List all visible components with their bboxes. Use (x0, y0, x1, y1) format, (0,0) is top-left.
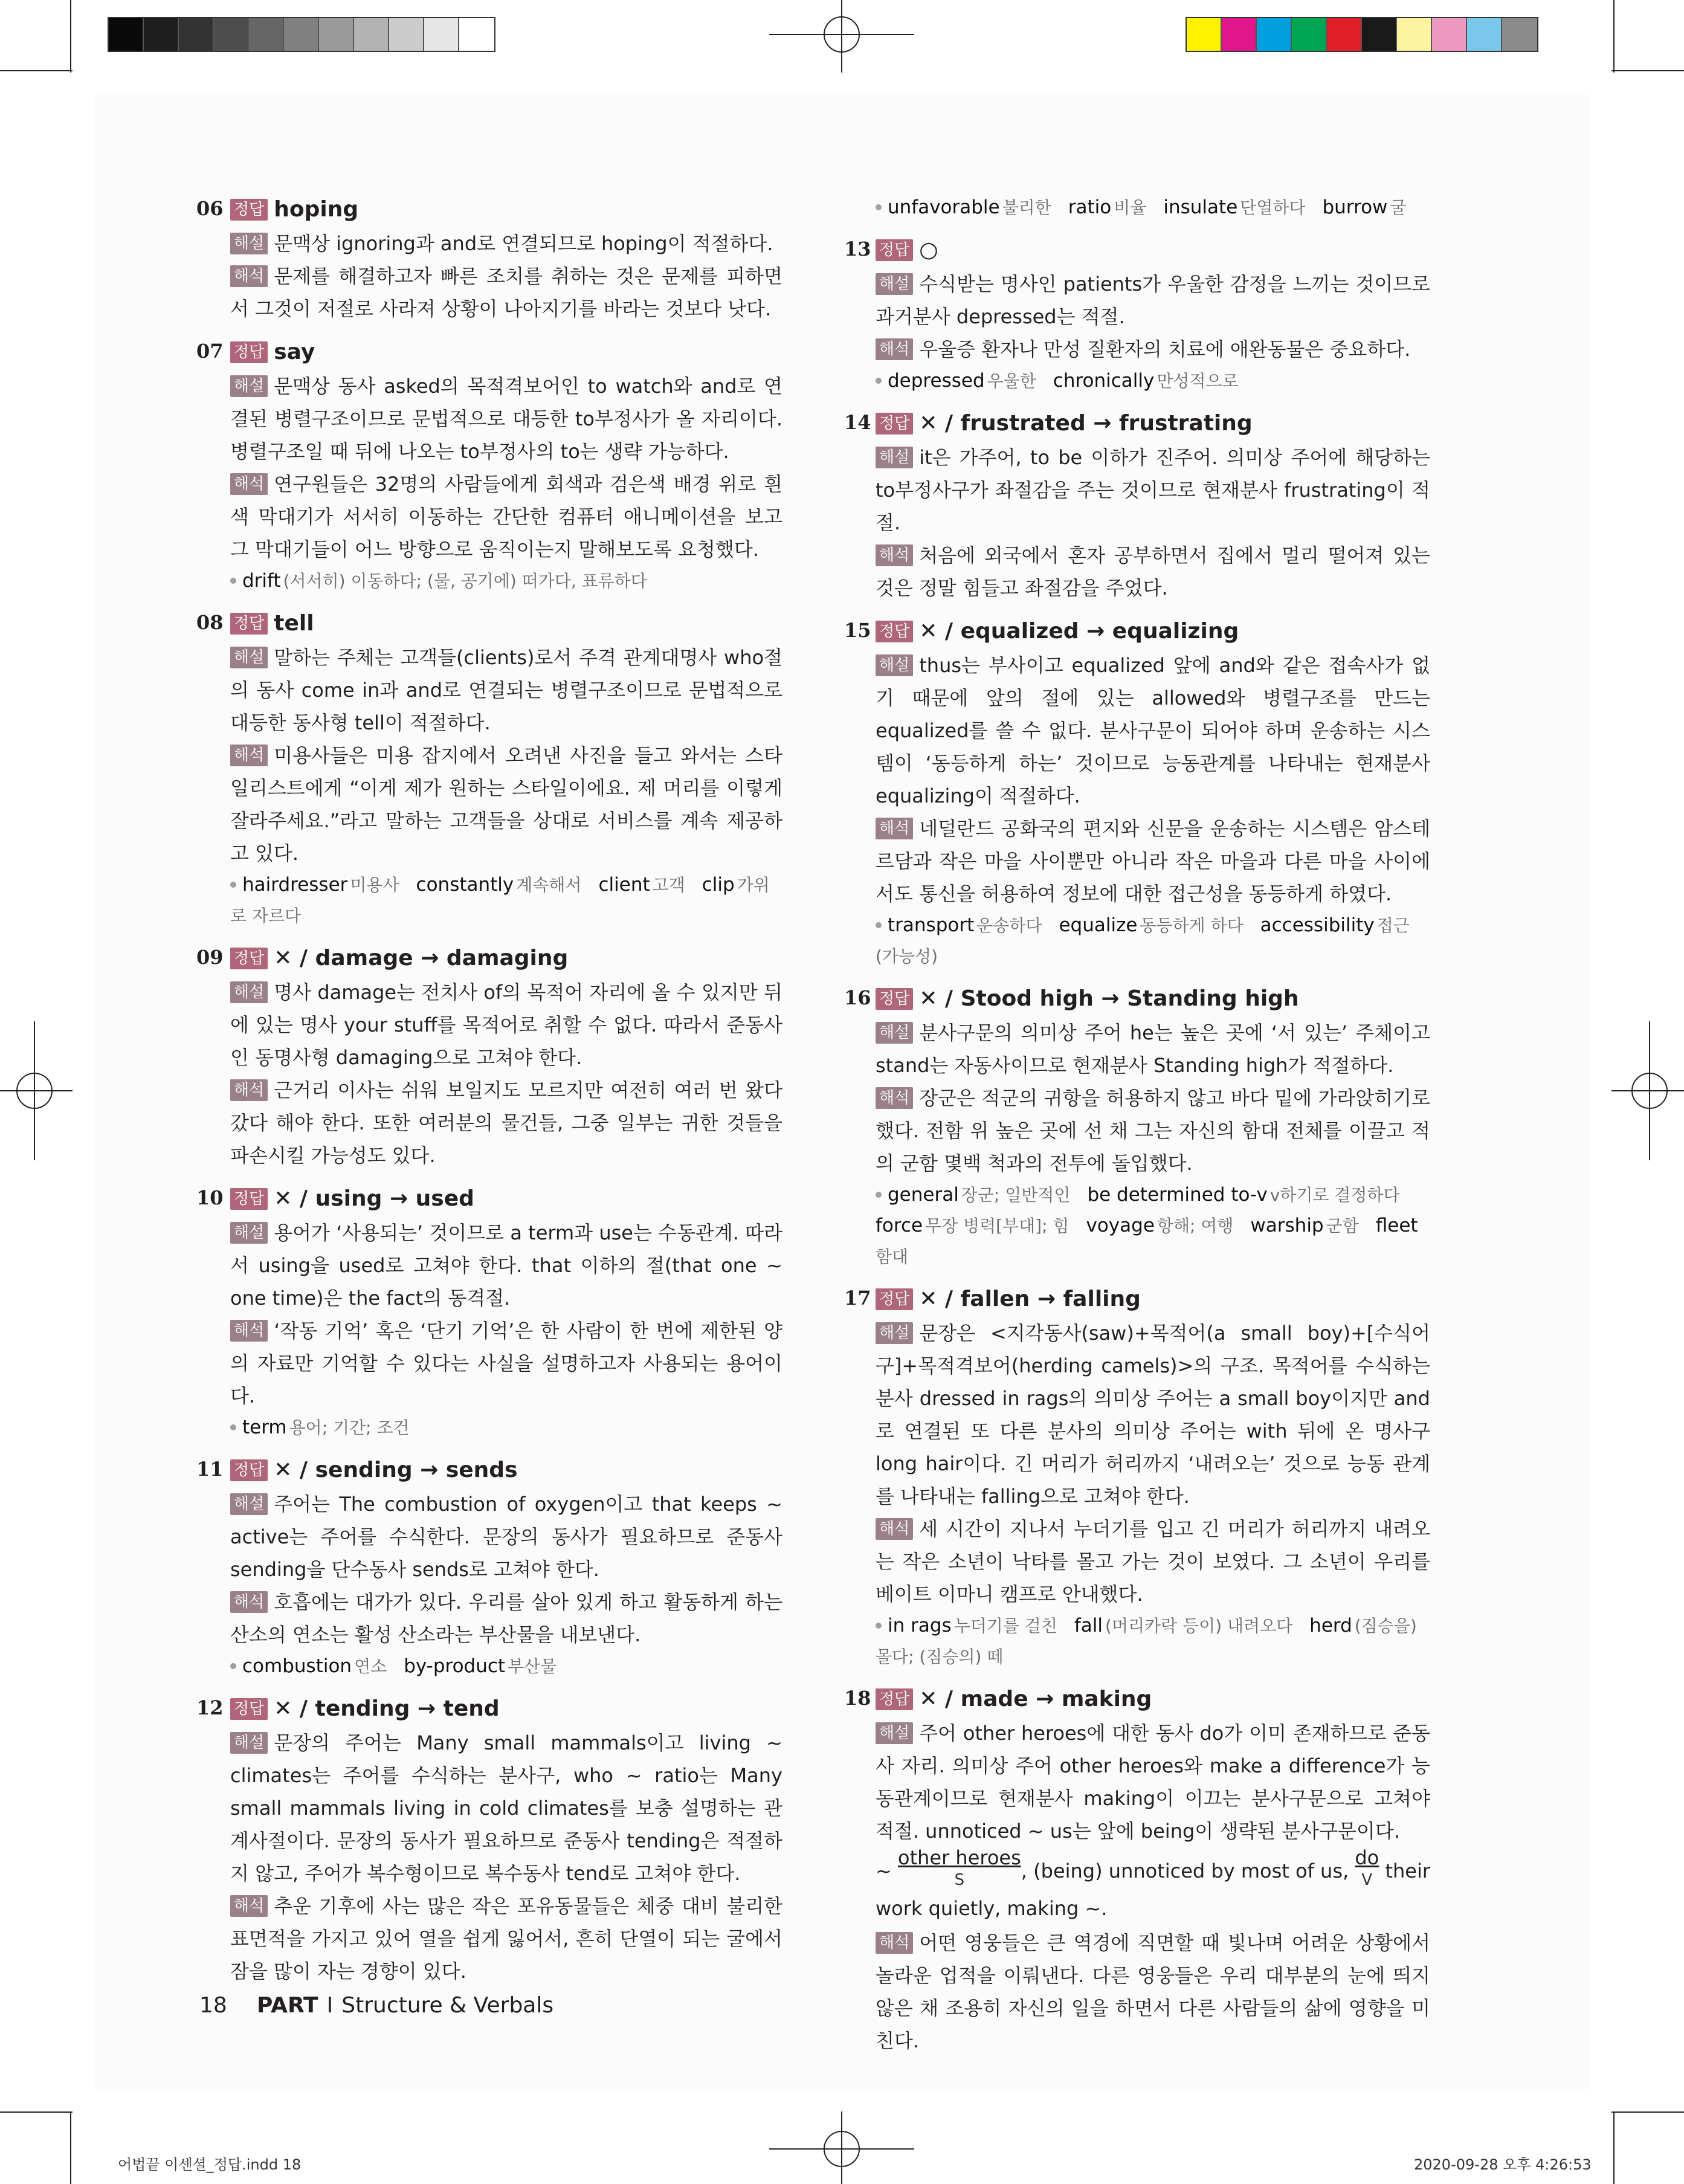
subject-label: S (954, 1871, 965, 1889)
vocab-word: fleet (1375, 1215, 1418, 1236)
explain-tag: 해설 (876, 1022, 913, 1044)
vocab-word: insulate (1163, 196, 1238, 218)
running-footer (257, 1993, 553, 2018)
color-swatch (354, 18, 389, 51)
registration-line (1649, 1021, 1650, 1160)
vocab-meaning: 연소 (354, 1656, 387, 1676)
item-number: 09 (196, 946, 224, 969)
color-swatch (389, 18, 424, 51)
item-number: 08 (196, 611, 224, 634)
vocab-meaning: 군함 (1326, 1216, 1359, 1236)
vocab-list (230, 566, 782, 596)
color-swatch (1362, 18, 1397, 51)
vocab-word: ratio (1068, 196, 1112, 218)
answer-item-13 (844, 233, 1430, 396)
part-title: Structure & Verbals (341, 1993, 554, 2018)
vocab-meaning: 접근 (가능성) (876, 916, 1410, 966)
answer-item-09 (196, 941, 782, 1172)
answer-text: ✕ / damage → damaging (274, 946, 569, 971)
vocab-list (876, 192, 1430, 223)
color-swatch (144, 18, 179, 51)
answer-tag: 정답 (230, 1698, 268, 1720)
vocab-meaning: (짐승을) 몰다; (짐승의) 떼 (876, 1616, 1417, 1667)
item-number: 06 (196, 197, 224, 220)
explanation-text: 말하는 주체는 고객들(clients)로서 주격 관계대명사 who절의 동사 come in과 and로 연결되는 병렬구조이므로 문법적으로 대등한 동사형 tell이 적절하다. (230, 646, 782, 734)
right-column (844, 192, 1430, 2067)
vocab-meaning: 누더기를 걸친 (953, 1616, 1057, 1636)
vocab-meaning: 미용사 (350, 875, 399, 895)
left-column (196, 192, 782, 1997)
answer-text: ✕ / Stood high → Standing high (919, 986, 1299, 1011)
color-swatch (1467, 18, 1502, 51)
answer-text: ✕ / sending → sends (274, 1458, 518, 1482)
vocab-word: client (598, 874, 650, 896)
vocab-word: force (876, 1215, 923, 1236)
answer-item-11 (196, 1453, 782, 1682)
color-swatch (179, 18, 214, 51)
answer-item-07 (196, 335, 782, 596)
answer-item-15 (844, 614, 1430, 972)
answer-item-18 (844, 1682, 1430, 2057)
vocab-word: term (242, 1417, 287, 1438)
translate-tag: 해석 (876, 1518, 913, 1540)
translation-text: 근거리 이사는 쉬워 보일지도 모르지만 여전히 여러 번 왔다 갔다 해야 한다. 또한 여러분의 물건들, 그중 일부는 귀한 것들을 파손시킬 가능성도 있다. (230, 1079, 782, 1167)
answer-tag: 정답 (876, 413, 913, 435)
explain-tag: 해설 (876, 1722, 913, 1744)
color-swatch (1187, 18, 1222, 51)
answer-tag: 정답 (230, 199, 268, 221)
registration-line (841, 2111, 842, 2184)
item-number: 11 (196, 1458, 224, 1481)
explain-tag: 해설 (230, 1493, 268, 1515)
vocab-word: herd (1309, 1615, 1352, 1636)
translate-tag: 해석 (876, 338, 913, 360)
color-swatch (109, 18, 144, 51)
vocab-list (876, 1180, 1430, 1272)
explain-tag: 해설 (230, 1732, 268, 1754)
answer-text: ✕ / equalized → equalizing (919, 619, 1239, 644)
translate-tag: 해석 (230, 745, 268, 766)
vocab-list (876, 910, 1430, 972)
color-swatch (1222, 18, 1257, 51)
translate-tag: 해석 (230, 1895, 268, 1917)
explain-tag: 해설 (230, 647, 268, 668)
color-bar (1186, 17, 1538, 52)
explanation-text: it은 가주어, to be 이하가 진주어. 의미상 주어에 해당하는 to부정사구가 좌절감을 주는 것이므로 현재분사 frustrating이 적절. (876, 446, 1430, 534)
color-swatch (214, 18, 249, 51)
explanation-text: 문장의 주어는 Many small mammals이고 living ~ climates는 주어를 수식하는 분사구, who ~ ratio는 Many small mammals living in cold climates를 보충 설명하는 관계사절이다. 문장의 동사가 필요하므로 준동사 tending은 적절하지 않고, 주어가 복수형이므로 복수동사 tend로 고쳐야 한다. (230, 1731, 782, 1885)
print-timestamp: 2020-09-28 오후 4:26:53 (1414, 2156, 1592, 2173)
part-separator: I (326, 1993, 334, 2018)
bullet-icon (876, 204, 882, 210)
translate-tag: 해석 (876, 1087, 913, 1109)
color-swatch (319, 18, 354, 51)
explain-tag: 해설 (230, 375, 268, 397)
vocab-word: fall (1074, 1615, 1103, 1636)
answer-text: ✕ / using → used (274, 1186, 474, 1211)
translation-text: 호흡에는 대가가 있다. 우리를 살아 있게 하고 활동하게 하는 산소의 연소는 활성 산소라는 부산물을 내보낸다. (230, 1591, 782, 1646)
color-swatch (424, 18, 459, 51)
vocab-meaning: 동등하게 하다 (1140, 916, 1244, 935)
color-swatch (1432, 18, 1467, 51)
vocab-meaning: 계속해서 (516, 875, 582, 895)
example-text: their work quietly, making ~. (876, 1859, 1430, 1920)
answer-tag: 정답 (876, 239, 913, 261)
translate-tag: 해석 (230, 265, 268, 287)
vocab-word: drift (242, 570, 281, 592)
color-swatch (1327, 18, 1362, 51)
answer-tag: 정답 (876, 621, 913, 642)
crop-mark (1613, 0, 1615, 73)
answer-tag: 정답 (876, 988, 913, 1010)
vocab-word: accessibility (1260, 914, 1375, 936)
vocab-list (230, 1412, 782, 1443)
explain-tag: 해설 (876, 447, 913, 468)
explain-tag: 해설 (230, 233, 268, 254)
color-swatch (249, 18, 284, 51)
vocab-meaning: 가위로 자르다 (230, 875, 770, 926)
vocab-word: warship (1250, 1215, 1324, 1236)
vocab-word: unfavorable (888, 196, 1000, 218)
answer-item-16 (844, 981, 1430, 1272)
answer-text: tell (274, 611, 314, 636)
answer-tag: 정답 (230, 341, 268, 363)
subject-phrase: other heroes (898, 1846, 1021, 1869)
translate-tag: 해석 (876, 1932, 913, 1954)
item-number: 10 (196, 1186, 224, 1209)
answer-item-14 (844, 406, 1430, 604)
vocab-meaning: 단열하다 (1240, 198, 1306, 218)
crop-mark (0, 2111, 73, 2113)
vocab-word: constantly (416, 874, 514, 896)
answer-tag: 정답 (876, 1688, 913, 1710)
answer-item-12 (196, 1691, 782, 1988)
vocab-meaning: 무장 병력[부대]; 힘 (925, 1216, 1069, 1236)
vocab-meaning: (서서히) 이동하다; (물, 공기에) 떠가다, 표류하다 (283, 571, 647, 591)
vocab-word: chronically (1053, 370, 1155, 392)
answer-item-06 (196, 192, 782, 325)
translation-text: 문제를 해결하고자 빠른 조치를 취하는 것은 문제를 피하면서 그것이 저절로 사라져 상황이 나아지기를 바라는 것보다 낫다. (230, 265, 782, 320)
answer-tag: 정답 (876, 1288, 913, 1310)
item-number: 17 (844, 1287, 871, 1310)
translation-text: 처음에 외국에서 혼자 공부하면서 집에서 멀리 떨어져 있는 것은 정말 힘들고 좌절감을 주었다. (876, 544, 1430, 599)
vocab-list (876, 366, 1430, 396)
explain-tag: 해설 (230, 981, 268, 1003)
vocab-meaning: 만성적으로 (1157, 371, 1239, 391)
registration-line (0, 1090, 73, 1091)
color-swatch (1292, 18, 1327, 51)
vocab-word: voyage (1086, 1215, 1155, 1236)
explain-tag: 해설 (876, 273, 913, 295)
vocab-meaning: 굴 (1390, 198, 1407, 218)
vocab-meaning: (머리카락 등이) 내려오다 (1105, 1616, 1293, 1636)
color-swatch (284, 18, 319, 51)
answer-tag: 정답 (230, 613, 268, 635)
explanation-text: 명사 damage는 전치사 of의 목적어 자리에 올 수 있지만 뒤에 있는 명사 your stuff를 목적어로 취할 수 없다. 따라서 준동사인 동명사형 damaging으로 고쳐야 한다. (230, 981, 782, 1069)
explanation-text: thus는 부사이고 equalized 앞에 and와 같은 접속사가 없기 때문에 앞의 절에 있는 allowed와 병렬구조를 만드는 equalized를 쓸 수 없다. 분사구문이 되어야 하며 운송하는 시스템이 ‘동등하게 하는’ 것이므로 능동관계를 나타내는 현재분사 equalizing이 적절하다. (876, 654, 1430, 807)
translation-text: ‘작동 기억’ 혹은 ‘단기 기억’은 한 사람이 한 번에 제한된 양의 자료만 기억할 수 있다는 사실을 설명하고자 사용되는 용어이다. (230, 1319, 782, 1407)
color-swatch (1397, 18, 1432, 51)
vocab-meaning: 운송하다 (976, 916, 1042, 935)
vocab-list (876, 1611, 1430, 1672)
vocab-meaning: 고객 (652, 875, 685, 895)
bullet-icon (876, 1192, 882, 1198)
vocab-meaning: 항해; 여행 (1157, 1216, 1234, 1236)
verb-word: do (1355, 1846, 1379, 1869)
item-number: 15 (844, 619, 871, 642)
answer-text: say (274, 340, 315, 364)
crop-mark (1611, 2111, 1684, 2113)
gray-color-bar (108, 17, 495, 52)
part-label: PART (257, 1993, 318, 2018)
item-number: 14 (844, 411, 871, 434)
answer-item-17 (844, 1282, 1430, 1672)
explanation-text: 주어 other heroes에 대한 동사 do가 이미 존재하므로 준동사 자리. 의미상 주어 other heroes와 make a difference가 능동관계이므로 현재분사 making이 이끄는 분사구문으로 고쳐야 적절. unnoticed ~ us는 앞에 being이 생략된 분사구문이다. (876, 1722, 1430, 1843)
answer-tag: 정답 (230, 1188, 268, 1210)
file-slug: 어법끝 이센셜_정답.indd 18 (118, 2156, 302, 2173)
vocab-list (230, 870, 782, 931)
translate-tag: 해석 (230, 1079, 268, 1101)
vocab-word: be determined to-v (1087, 1184, 1268, 1206)
explain-tag: 해설 (876, 654, 913, 676)
translation-text: 연구원들은 32명의 사람들에게 회색과 검은색 배경 위로 흰색 막대기가 서서히 이동하는 간단한 컴퓨터 애니메이션을 보고 그 막대기들이 어느 방향으로 움직이는지 말해보도록 요청했다. (230, 473, 782, 561)
answer-text: ✕ / frustrated → frustrating (919, 411, 1253, 436)
explain-tag: 해설 (230, 1222, 268, 1244)
vocab-word: general (888, 1184, 959, 1206)
item-number: 16 (844, 986, 871, 1009)
translate-tag: 해석 (876, 818, 913, 839)
translation-text: 네덜란드 공화국의 편지와 신문을 운송하는 시스템은 암스테르담과 작은 마을 사이뿐만 아니라 작은 마을과 다른 마을 사이에서도 통신을 허용하여 정보에 대한 접근성을 동등하게 하였다. (876, 817, 1430, 905)
vocab-word: transport (888, 914, 975, 936)
translation-text: 장군은 적군의 귀항을 허용하지 않고 바다 밑에 가라앉히기로 했다. 전함 위 높은 곳에 선 채 그는 자신의 함대 전체를 이끌고 적의 군함 몇백 척과의 전투에 돌입했다. (876, 1087, 1430, 1175)
explanation-text: 문맥상 ignoring과 and로 연결되므로 hoping이 적절하다. (274, 232, 773, 255)
vocab-meaning: 불리한 (1002, 198, 1051, 218)
translation-text: 세 시간이 지나서 누더기를 입고 긴 머리가 허리까지 내려오는 작은 소년이 낙타를 몰고 가는 것이 보였다. 그 소년이 우리를 베이트 이마니 캠프로 안내했다. (876, 1517, 1430, 1606)
answer-text: ✕ / tending → tend (274, 1696, 500, 1721)
vocab-meaning: 비율 (1114, 198, 1147, 218)
vocab-word: burrow (1322, 196, 1388, 218)
bullet-icon (876, 922, 882, 928)
vocab-word: depressed (888, 370, 985, 392)
vocab-word: by-product (404, 1655, 506, 1677)
translate-tag: 해석 (876, 544, 913, 566)
example-text: , (being) unnoticed by most of us, (1021, 1859, 1355, 1882)
vocab-meaning: v하기로 결정하다 (1269, 1185, 1400, 1205)
explanation-text: 문맥상 동사 asked의 목적격보어인 to watch와 and로 연결된 병렬구조이므로 문법적으로 대등한 to부정사가 올 자리이다. 병렬구조일 때 뒤에 나오는 to부정사의 to는 생략 가능하다. (230, 375, 782, 463)
vocab-list (230, 1651, 782, 1682)
bullet-icon (876, 1623, 882, 1629)
crop-mark (0, 70, 73, 71)
bullet-icon (230, 1663, 236, 1669)
translation-text: 어떤 영웅들은 큰 역경에 직면할 때 빛나며 어려운 상황에서 놀라운 업적을 이뤄낸다. 다른 영웅들은 우리 대부분의 눈에 띄지 않은 채 조용히 자신의 일을 하면서 다른 사람들의 삶에 영향을 미친다. (876, 1931, 1430, 2052)
example-sentence (876, 1847, 1430, 1927)
answer-text: hoping (274, 197, 359, 222)
crop-mark (1611, 70, 1684, 71)
bullet-icon (230, 1424, 236, 1430)
vocab-word: combustion (242, 1655, 352, 1677)
registration-line (1611, 1090, 1684, 1091)
example-text: ~ (876, 1859, 898, 1882)
vocab-meaning: 부산물 (508, 1656, 557, 1676)
bullet-icon (230, 578, 236, 584)
vocab-continued-12 (844, 192, 1430, 223)
translate-tag: 해석 (230, 473, 268, 495)
registration-line (841, 0, 842, 73)
explanation-text: 문장은 <지각동사(saw)+목적어(a small boy)+[수식어구]+목적격보어(herding camels)>의 구조. 목적어를 수식하는 분사 dressed in rags의 의미상 주어는 a small boy이지만 and로 연결된 또 다른 분사의 의미상 주어는 with 뒤에 온 명사구 long hair이다. 긴 머리가 허리까지 ‘내려오는’ 것으로 능동 관계를 나타내는 falling으로 고쳐야 한다. (876, 1322, 1430, 1508)
vocab-word: clip (702, 874, 735, 896)
translate-tag: 해석 (230, 1591, 268, 1613)
answer-tag: 정답 (230, 1459, 268, 1481)
vocab-word: equalize (1059, 914, 1138, 936)
color-swatch (459, 18, 494, 51)
vocab-meaning: 용어; 기간; 조건 (289, 1418, 410, 1438)
crop-mark (1613, 2111, 1615, 2184)
translate-tag: 해석 (230, 1320, 268, 1342)
explanation-text: 용어가 ‘사용되는’ 것이므로 a term과 use는 수동관계. 따라서 using을 used로 고쳐야 한다. that 이하의 절(that one ~ one time)은 the fact의 동격절. (230, 1221, 782, 1310)
translation-text: 추운 기후에 사는 많은 작은 포유동물들은 체중 대비 불리한 표면적을 가지고 있어 열을 쉽게 잃어서, 흔히 단열이 되는 굴에서 잠을 많이 자는 경향이 있다. (230, 1895, 782, 1983)
translation-text: 우울증 환자나 만성 질환자의 치료에 애완동물은 중요하다. (919, 338, 1411, 361)
item-number: 07 (196, 340, 224, 363)
bullet-icon (876, 378, 882, 384)
vocab-word: in rags (888, 1615, 952, 1636)
answer-text: ○ (919, 237, 938, 262)
item-number: 13 (844, 237, 871, 260)
vocab-meaning: 장군; 일반적인 (961, 1185, 1071, 1205)
vocab-meaning: 함대 (876, 1247, 909, 1267)
crop-mark (70, 0, 71, 73)
color-swatch (1502, 18, 1537, 51)
translation-text: 미용사들은 미용 잡지에서 오려낸 사진을 들고 와서는 스타일리스트에게 “이게 제가 원하는 스타일이에요. 제 머리를 이렇게 잘라주세요.”라고 말하는 고객들을 상대로 서비스를 계속 제공하고 있다. (230, 744, 782, 865)
explanation-text: 주어는 The combustion of oxygen이고 that keeps ~ active는 주어를 수식한다. 문장의 동사가 필요하므로 준동사 sending을 단수동사 sends로 고쳐야 한다. (230, 1493, 782, 1581)
explanation-text: 분사구문의 의미상 주어 he는 높은 곳에 ‘서 있는’ 주체이고 stand는 자동사이므로 현재분사 Standing high가 적절하다. (876, 1021, 1430, 1077)
answer-tag: 정답 (230, 948, 268, 969)
vocab-meaning: 우울한 (987, 371, 1036, 391)
registration-line (34, 1021, 35, 1160)
answer-item-10 (196, 1181, 782, 1443)
answer-item-08 (196, 606, 782, 931)
item-number: 12 (196, 1696, 224, 1719)
crop-mark (70, 2111, 71, 2184)
item-number: 18 (844, 1687, 871, 1710)
color-swatch (1257, 18, 1292, 51)
page-number: 18 (199, 1993, 227, 2018)
vocab-word: hairdresser (242, 874, 348, 896)
explain-tag: 해설 (876, 1322, 913, 1344)
explanation-text: 수식받는 명사인 patients가 우울한 감정을 느끼는 것이므로 과거분사 depressed는 적절. (876, 273, 1430, 328)
bullet-icon (230, 882, 236, 888)
answer-text: ✕ / made → making (919, 1687, 1152, 1711)
answer-text: ✕ / fallen → falling (919, 1287, 1141, 1311)
verb-label: V (1361, 1871, 1373, 1889)
